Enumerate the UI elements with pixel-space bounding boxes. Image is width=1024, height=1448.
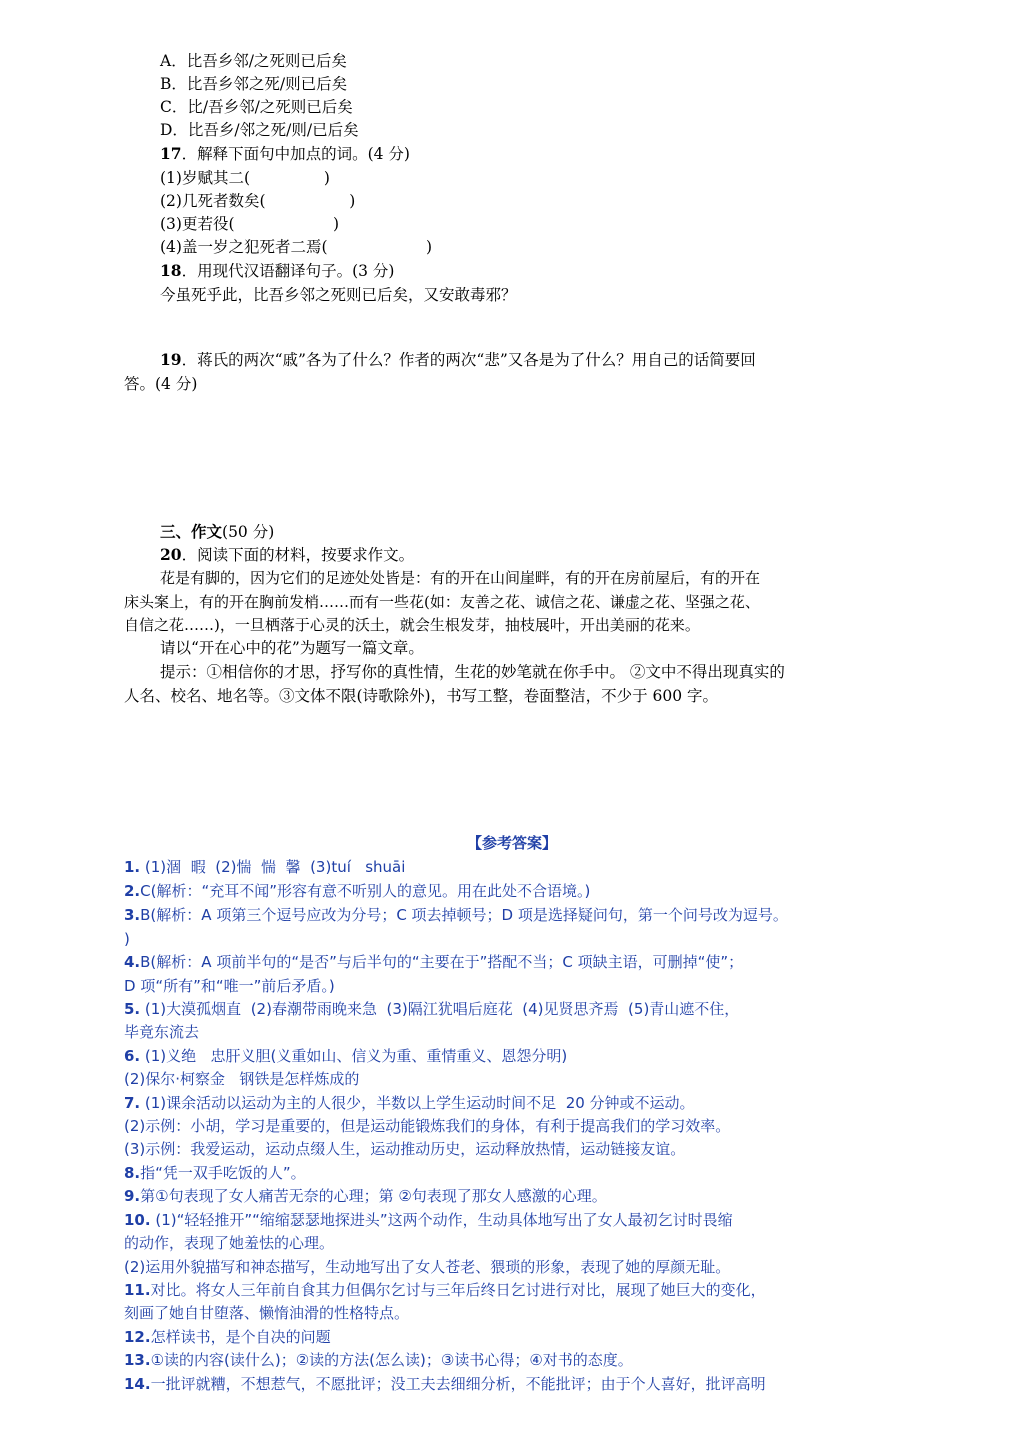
q17-item-1: (1)岁赋其二( ) xyxy=(160,169,330,187)
question-18-number: 18 xyxy=(160,261,182,280)
answer-text: C(解析：“充耳不闻”形容有意不听别人的意见。用在此处不合语境。) xyxy=(140,882,591,900)
option-d: D．比吾乡/邻之死/则/已后矣 xyxy=(160,121,359,139)
answer-number: 12. xyxy=(124,1328,151,1346)
q20-material-2: 床头案上，有的开在胸前发梢……而有一些花(如：友善之花、诚信之花、谦虚之花、坚强之花、 xyxy=(124,593,760,611)
answer-line xyxy=(124,1115,730,1137)
answer-line xyxy=(124,1279,766,1301)
q20-tips-1: 提示：①相信你的才思，抒写你的真性情，生花的妙笔就在你手中。 ②文中不得出现真实的 xyxy=(160,663,785,681)
answer-number: 13. xyxy=(124,1351,151,1369)
section-3-title: 三、作文 xyxy=(160,522,223,541)
answer-number: 11. xyxy=(124,1281,151,1299)
q20-material-1: 花是有脚的，因为它们的足迹处处皆是：有的开在山间崖畔，有的开在房前屋后，有的开在 xyxy=(160,569,761,587)
answer-line xyxy=(124,1326,331,1348)
answer-text: 刻画了她自甘堕落、懒惰油滑的性格特点。 xyxy=(124,1304,410,1322)
option-c: C．比/吾乡邻/之死则已后矣 xyxy=(160,98,353,116)
answer-text: 第①句表现了女人痛苦无奈的心理；第 ②句表现了那女人感激的心理。 xyxy=(140,1187,607,1205)
q17-item-4: (4)盖一岁之犯死者二焉( ) xyxy=(160,238,433,256)
question-19-line2: 答。(4 分) xyxy=(124,375,198,393)
answer-text: B(解析：A 项前半句的“是否”与后半句的“主要在于”搭配不当；C 项缺主语，可删掉“使”； xyxy=(140,953,744,971)
answer-text: D 项“所有”和“唯一”前后矛盾。) xyxy=(124,977,335,995)
answer-number: 4. xyxy=(124,953,141,971)
answer-text: 毕竟东流去 xyxy=(124,1023,200,1041)
question-19 xyxy=(160,349,756,371)
answer-number: 5. xyxy=(124,1000,141,1018)
answer-line xyxy=(124,1349,633,1371)
answer-number: 3. xyxy=(124,906,141,924)
question-19-line1: ．蒋氏的两次“戚”各为了什么？作者的两次“悲”又各是为了什么？用自己的话简要回 xyxy=(181,351,756,369)
option-a: A．比吾乡邻/之死则已后矣 xyxy=(160,52,347,70)
question-18-text: ．用现代汉语翻译句子。(3 分) xyxy=(181,262,395,280)
question-17 xyxy=(160,143,410,165)
answer-number: 9. xyxy=(124,1187,141,1205)
answer-text: B(解析：A 项第三个逗号应改为分号；C 项去掉顿号；D 项是选择疑问句，第一个问号改为逗号。 xyxy=(140,906,788,924)
option-b: B．比吾乡邻之死/则已后矣 xyxy=(160,75,348,93)
answer-text: 指“凭一双手吃饭的人”。 xyxy=(140,1164,306,1182)
answer-number: 8. xyxy=(124,1164,141,1182)
answer-line xyxy=(124,1209,733,1231)
answer-text: ①读的内容(读什么)；②读的方法(怎么读)；③读书心得；④对书的态度。 xyxy=(150,1351,633,1369)
answer-text: (1)“轻轻推开”“缩缩瑟瑟地探进头”这两个动作，生动具体地写出了女人最初乞讨时畏缩 xyxy=(150,1211,733,1229)
answer-text: (2)示例：小胡，学习是重要的，但是运动能锻炼我们的身体，有利于提高我们的学习效率。 xyxy=(124,1117,731,1135)
answer-text: (1)义绝 忠肝义胆(义重如山、信义为重、重情重义、恩怨分明) xyxy=(140,1047,568,1065)
answers-heading: 【参考答案】 xyxy=(466,834,557,852)
answer-line xyxy=(124,1068,359,1090)
answer-text: 怎样读书，是个自决的问题 xyxy=(150,1328,331,1346)
answer-number: 7. xyxy=(124,1094,141,1112)
answer-line xyxy=(124,1092,695,1114)
answer-text: 对比。将女人三年前自食其力但偶尔乞讨与三年后终日乞讨进行对比，展现了她巨大的变化， xyxy=(150,1281,766,1299)
answer-text: (1)涸 暇 (2)惴 惴 馨 (3)tuí shuāi xyxy=(140,858,406,876)
answer-line xyxy=(124,1185,607,1207)
answer-line xyxy=(124,1045,567,1067)
section-3-score: (50 分) xyxy=(222,523,275,541)
answer-line xyxy=(124,856,405,878)
question-17-number: 17 xyxy=(160,144,182,163)
answer-line xyxy=(124,1021,199,1043)
answer-line xyxy=(124,1256,730,1278)
answer-number: 2. xyxy=(124,882,141,900)
answer-text: (3)示例：我爱运动，运动点缀人生，运动推动历史，运动释放热情，运动链接友谊。 xyxy=(124,1140,686,1158)
answer-line xyxy=(124,1138,685,1160)
question-20-number: 20 xyxy=(160,545,182,564)
answer-text: (2)运用外貌描写和神态描写，生动地写出了女人苍老、猥琐的形象，表现了她的厚颜无耻。 xyxy=(124,1258,731,1276)
q20-prompt: 请以“开在心中的花”为题写一篇文章。 xyxy=(160,639,424,657)
answer-line xyxy=(124,1302,409,1324)
answer-text: (1)大漠孤烟直 (2)春潮带雨晚来急 (3)隔江犹唱后庭花 (4)见贤思齐焉 (5)青山遮不住， xyxy=(140,1000,740,1018)
answer-line xyxy=(124,880,590,902)
answer-text: 的动作，表现了她羞怯的心理。 xyxy=(124,1234,335,1252)
question-17-text: ．解释下面句中加点的词。(4 分) xyxy=(181,145,410,163)
answer-line xyxy=(124,904,788,926)
answer-line xyxy=(124,975,335,997)
answer-number: 1. xyxy=(124,858,141,876)
section-3-heading xyxy=(160,521,274,543)
answer-line xyxy=(124,928,130,950)
answer-line xyxy=(124,951,743,973)
question-18 xyxy=(160,260,394,282)
question-18-sentence: 今虽死乎此，比吾乡邻之死则已后矣，又安敢毒邪？ xyxy=(160,286,517,304)
answer-line xyxy=(124,1373,766,1395)
q17-item-2: (2)几死者数矣( ) xyxy=(160,192,356,210)
answer-number: 6. xyxy=(124,1047,141,1065)
answer-text: 一批评就糟，不想惹气，不愿批评；没工夫去细细分析，不能批评；由于个人喜好，批评高明 xyxy=(150,1375,766,1393)
answer-line xyxy=(124,998,739,1020)
question-19-number: 19 xyxy=(160,350,182,369)
answer-text: ) xyxy=(124,930,130,948)
answer-line xyxy=(124,1232,334,1254)
answer-number: 14. xyxy=(124,1375,151,1393)
q20-tips-2: 人名、校名、地名等。③文体不限(诗歌除外)，书写工整，卷面整洁，不少于 600 字。 xyxy=(124,687,719,705)
question-20-text: ．阅读下面的材料，按要求作文。 xyxy=(181,546,415,564)
answer-number: 10. xyxy=(124,1211,151,1229)
q20-material-3: 自信之花……)，一旦栖落于心灵的沃土，就会生根发芽，抽枝展叶，开出美丽的花来。 xyxy=(124,616,700,634)
q17-item-3: (3)更若役( ) xyxy=(160,215,340,233)
answer-text: (2)保尔·柯察金 钢铁是怎样炼成的 xyxy=(124,1070,360,1088)
question-20 xyxy=(160,544,414,566)
answer-text: (1)课余活动以运动为主的人很少，半数以上学生运动时间不足 20 分钟或不运动。 xyxy=(140,1094,695,1112)
answer-line xyxy=(124,1162,306,1184)
